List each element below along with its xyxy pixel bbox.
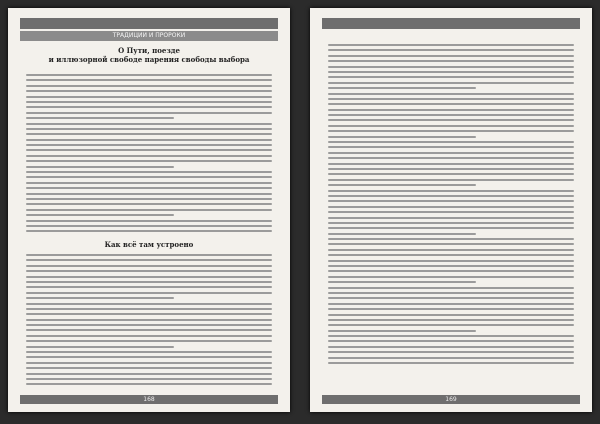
text-line-placeholder <box>26 340 272 342</box>
text-line-placeholder <box>328 146 574 148</box>
text-line-placeholder <box>26 367 272 369</box>
text-line-placeholder <box>328 87 476 89</box>
left-footer: 168 <box>20 395 278 404</box>
text-line-placeholder <box>328 114 574 116</box>
text-line-placeholder <box>26 383 272 385</box>
text-line-placeholder <box>328 281 476 283</box>
text-line-placeholder <box>328 130 574 132</box>
text-line-placeholder <box>328 351 574 353</box>
article-title-line2: и иллюзорной свободе парения свободы выбора <box>48 55 250 64</box>
text-line-placeholder <box>328 324 574 326</box>
text-line-placeholder <box>328 238 574 240</box>
left-body-text-block-2 <box>26 254 272 389</box>
text-line-placeholder <box>26 79 272 81</box>
text-line-placeholder <box>328 270 574 272</box>
text-line-placeholder <box>328 190 574 192</box>
text-line-placeholder <box>328 152 574 154</box>
text-line-placeholder <box>328 125 574 127</box>
text-line-placeholder <box>328 335 574 337</box>
text-line-placeholder <box>328 179 574 181</box>
text-line-placeholder <box>26 351 272 353</box>
text-line-placeholder <box>328 44 574 46</box>
article-subtitle: Как всё там устроено <box>104 240 194 249</box>
text-line-placeholder <box>26 378 272 380</box>
text-line-placeholder <box>328 136 476 138</box>
text-line-placeholder <box>328 200 574 202</box>
text-line-placeholder <box>26 292 272 294</box>
text-line-placeholder <box>26 324 272 326</box>
text-line-placeholder <box>328 173 574 175</box>
text-line-placeholder <box>328 297 574 299</box>
text-line-placeholder <box>328 93 574 95</box>
article-title <box>26 46 272 64</box>
text-line-placeholder <box>26 117 174 119</box>
text-line-placeholder <box>328 303 574 305</box>
text-line-placeholder <box>328 168 574 170</box>
section-label: ТРАДИЦИИ И ПРОРОКИ <box>20 31 278 41</box>
text-line-placeholder <box>328 82 574 84</box>
text-line-placeholder <box>26 166 174 168</box>
text-line-placeholder <box>26 144 272 146</box>
text-line-placeholder <box>26 209 272 211</box>
text-line-placeholder <box>26 160 272 162</box>
text-line-placeholder <box>328 308 574 310</box>
text-line-placeholder <box>328 227 574 229</box>
text-line-placeholder <box>26 303 272 305</box>
text-line-placeholder <box>328 287 574 289</box>
text-line-placeholder <box>328 249 574 251</box>
text-line-placeholder <box>26 133 272 135</box>
text-line-placeholder <box>26 74 272 76</box>
text-line-placeholder <box>328 222 574 224</box>
text-line-placeholder <box>26 356 272 358</box>
text-line-placeholder <box>26 128 272 130</box>
text-line-placeholder <box>328 184 476 186</box>
text-line-placeholder <box>328 330 476 332</box>
text-line-placeholder <box>26 171 272 173</box>
text-line-placeholder <box>26 193 272 195</box>
text-line-placeholder <box>328 233 476 235</box>
text-line-placeholder <box>26 230 272 232</box>
text-line-placeholder <box>26 198 272 200</box>
text-line-placeholder <box>26 329 272 331</box>
text-line-placeholder <box>26 254 272 256</box>
text-line-placeholder <box>328 357 574 359</box>
text-line-placeholder <box>328 76 574 78</box>
text-line-placeholder <box>328 206 574 208</box>
text-line-placeholder <box>26 155 272 157</box>
text-line-placeholder <box>328 66 574 68</box>
text-line-placeholder <box>26 176 272 178</box>
text-line-placeholder <box>26 85 272 87</box>
text-line-placeholder <box>26 281 272 283</box>
text-line-placeholder <box>26 123 272 125</box>
text-line-placeholder <box>328 157 574 159</box>
text-line-placeholder <box>26 149 272 151</box>
text-line-placeholder <box>328 60 574 62</box>
text-line-placeholder <box>26 220 272 222</box>
text-line-placeholder <box>328 346 574 348</box>
text-line-placeholder <box>26 362 272 364</box>
text-line-placeholder <box>328 98 574 100</box>
text-line-placeholder <box>328 314 574 316</box>
text-line-placeholder <box>328 260 574 262</box>
text-line-placeholder <box>26 308 272 310</box>
text-line-placeholder <box>26 101 272 103</box>
text-line-placeholder <box>328 195 574 197</box>
text-line-placeholder <box>26 112 272 114</box>
left-header-bar <box>20 18 278 29</box>
text-line-placeholder <box>328 319 574 321</box>
right-header-bar <box>322 18 580 29</box>
text-line-placeholder <box>26 346 174 348</box>
text-line-placeholder <box>26 373 272 375</box>
text-line-placeholder <box>328 254 574 256</box>
text-line-placeholder <box>26 139 272 141</box>
text-line-placeholder <box>26 90 272 92</box>
right-body-text-block <box>328 44 574 367</box>
text-line-placeholder <box>26 265 272 267</box>
right-page <box>310 8 592 412</box>
text-line-placeholder <box>328 276 574 278</box>
text-line-placeholder <box>26 203 272 205</box>
text-line-placeholder <box>26 313 272 315</box>
text-line-placeholder <box>328 340 574 342</box>
text-line-placeholder <box>328 243 574 245</box>
text-line-placeholder <box>328 362 574 364</box>
text-line-placeholder <box>328 49 574 51</box>
right-footer: 169 <box>322 395 580 404</box>
left-page <box>8 8 290 412</box>
text-line-placeholder <box>328 103 574 105</box>
text-line-placeholder <box>26 214 174 216</box>
text-line-placeholder <box>26 225 272 227</box>
text-line-placeholder <box>328 163 574 165</box>
text-line-placeholder <box>328 119 574 121</box>
text-line-placeholder <box>26 96 272 98</box>
text-line-placeholder <box>26 286 272 288</box>
text-line-placeholder <box>26 276 272 278</box>
text-line-placeholder <box>26 106 272 108</box>
text-line-placeholder <box>26 259 272 261</box>
left-body-text-block-1 <box>26 74 272 236</box>
text-line-placeholder <box>26 182 272 184</box>
text-line-placeholder <box>328 71 574 73</box>
text-line-placeholder <box>26 297 174 299</box>
text-line-placeholder <box>328 265 574 267</box>
text-line-placeholder <box>328 211 574 213</box>
text-line-placeholder <box>328 109 574 111</box>
text-line-placeholder <box>328 292 574 294</box>
text-line-placeholder <box>26 270 272 272</box>
text-line-placeholder <box>26 319 272 321</box>
text-line-placeholder <box>26 335 272 337</box>
text-line-placeholder <box>26 187 272 189</box>
text-line-placeholder <box>328 141 574 143</box>
article-title-line1: О Пути, поезде <box>118 46 180 55</box>
text-line-placeholder <box>328 55 574 57</box>
text-line-placeholder <box>328 217 574 219</box>
